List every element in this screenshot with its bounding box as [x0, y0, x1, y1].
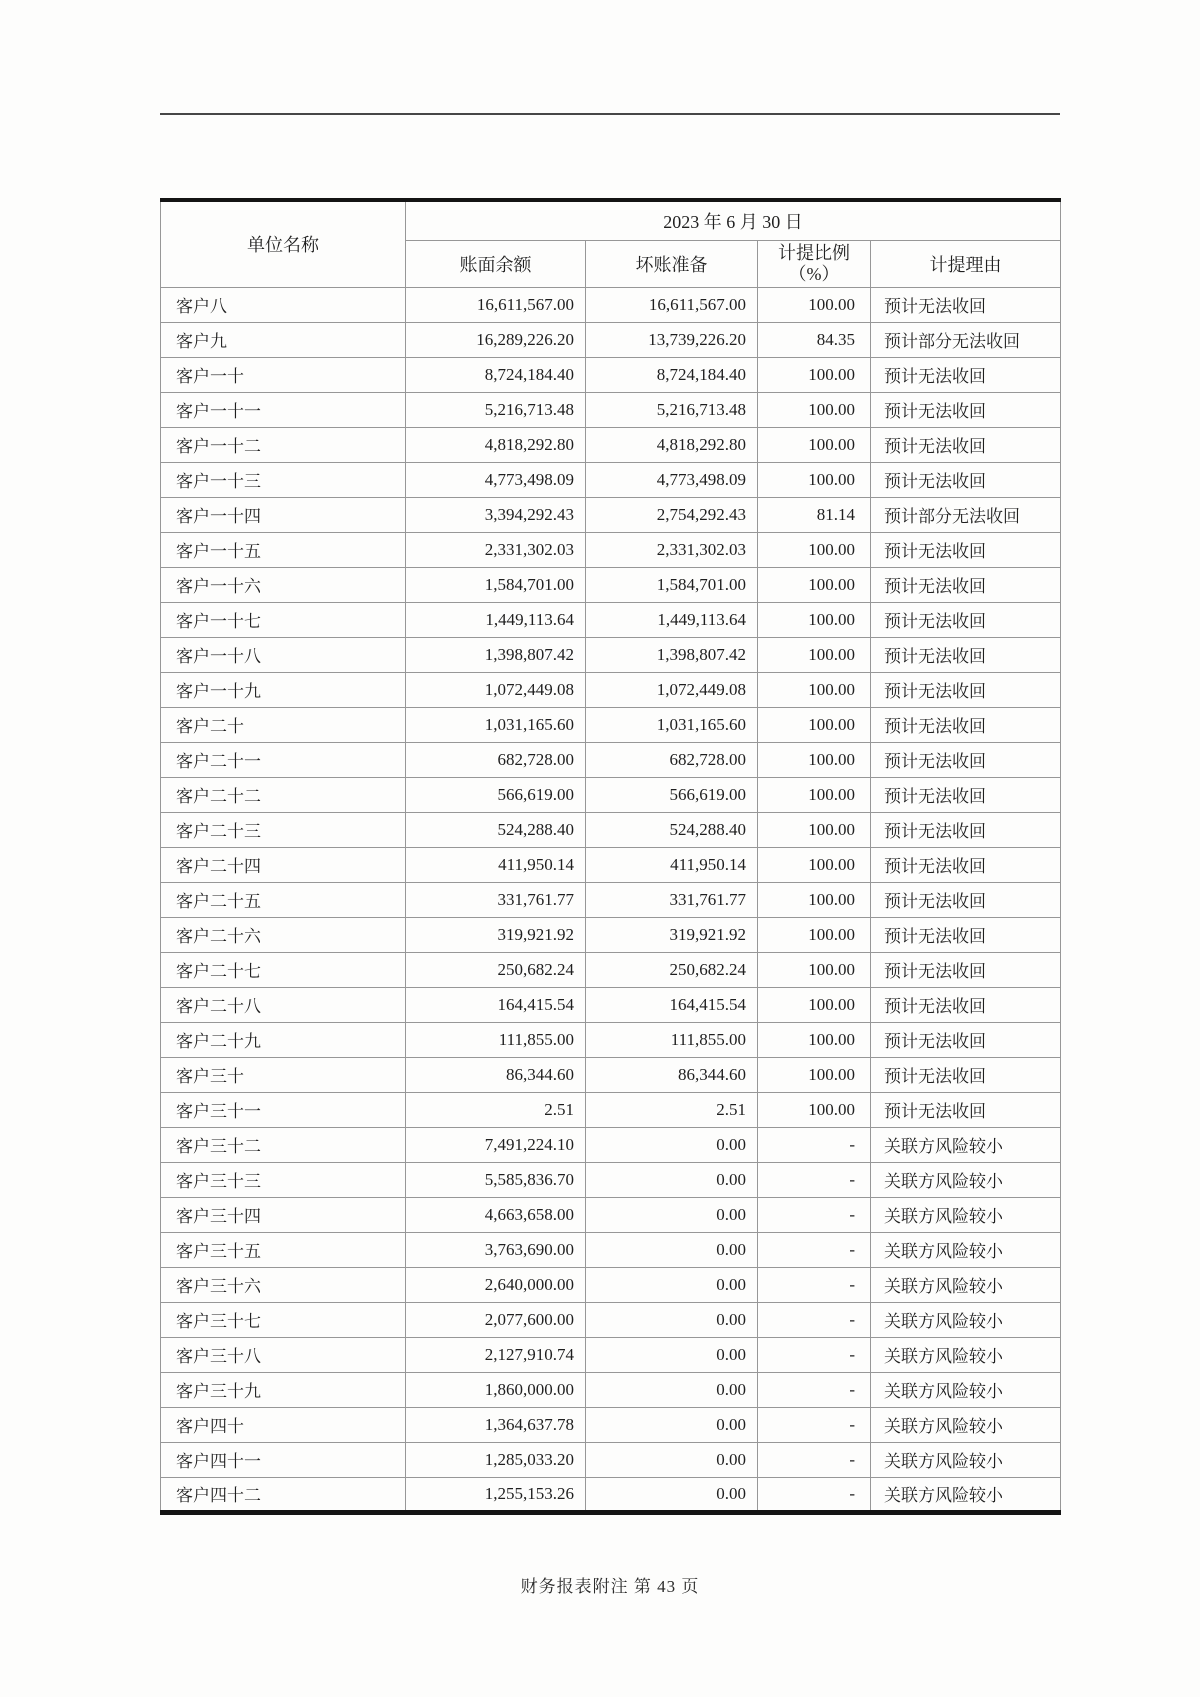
cell-book-balance: 2,127,910.74 [406, 1337, 586, 1372]
cell-bad-debt-provision: 331,761.77 [586, 882, 758, 917]
cell-bad-debt-provision: 16,611,567.00 [586, 287, 758, 322]
cell-book-balance: 1,255,153.26 [406, 1477, 586, 1512]
col-header-book-balance: 账面余额 [406, 240, 586, 287]
cell-unit-name: 客户三十一 [161, 1092, 406, 1127]
cell-book-balance: 3,394,292.43 [406, 497, 586, 532]
table-row [161, 1092, 1061, 1127]
cell-unit-name: 客户三十 [161, 1057, 406, 1092]
cell-bad-debt-provision: 566,619.00 [586, 777, 758, 812]
cell-unit-name: 客户三十七 [161, 1302, 406, 1337]
cell-book-balance: 2,640,000.00 [406, 1267, 586, 1302]
table-body [161, 287, 1061, 1512]
table-row [161, 357, 1061, 392]
cell-book-balance: 566,619.00 [406, 777, 586, 812]
cell-book-balance: 1,031,165.60 [406, 707, 586, 742]
cell-provision-ratio: 100.00 [758, 847, 871, 882]
cell-unit-name: 客户二十五 [161, 882, 406, 917]
cell-book-balance: 1,072,449.08 [406, 672, 586, 707]
cell-bad-debt-provision: 0.00 [586, 1337, 758, 1372]
cell-bad-debt-provision: 5,216,713.48 [586, 392, 758, 427]
cell-provision-ratio: 100.00 [758, 567, 871, 602]
cell-provision-ratio: 100.00 [758, 637, 871, 672]
cell-unit-name: 客户二十 [161, 707, 406, 742]
cell-unit-name: 客户一十九 [161, 672, 406, 707]
table-row [161, 672, 1061, 707]
cell-provision-ratio: 100.00 [758, 1022, 871, 1057]
table-row [161, 1232, 1061, 1267]
cell-unit-name: 客户四十 [161, 1407, 406, 1442]
table-row [161, 882, 1061, 917]
cell-unit-name: 客户四十一 [161, 1442, 406, 1477]
cell-provision-ratio: 100.00 [758, 602, 871, 637]
cell-provision-reason: 预计无法收回 [871, 1022, 1061, 1057]
cell-provision-reason: 预计无法收回 [871, 287, 1061, 322]
cell-provision-reason: 预计无法收回 [871, 637, 1061, 672]
cell-book-balance: 164,415.54 [406, 987, 586, 1022]
cell-provision-reason: 预计无法收回 [871, 882, 1061, 917]
header-row-date [161, 200, 1061, 240]
table-row [161, 1127, 1061, 1162]
cell-provision-reason: 预计无法收回 [871, 1057, 1061, 1092]
cell-book-balance: 1,449,113.64 [406, 602, 586, 637]
cell-bad-debt-provision: 1,398,807.42 [586, 637, 758, 672]
cell-provision-ratio: 84.35 [758, 322, 871, 357]
cell-unit-name: 客户二十四 [161, 847, 406, 882]
cell-bad-debt-provision: 1,449,113.64 [586, 602, 758, 637]
col-header-date: 2023 年 6 月 30 日 [406, 200, 1061, 240]
table-row [161, 322, 1061, 357]
cell-bad-debt-provision: 319,921.92 [586, 917, 758, 952]
table-row [161, 1477, 1061, 1512]
cell-bad-debt-provision: 0.00 [586, 1162, 758, 1197]
cell-provision-ratio: 100.00 [758, 707, 871, 742]
cell-provision-ratio: - [758, 1127, 871, 1162]
cell-book-balance: 1,285,033.20 [406, 1442, 586, 1477]
table-row [161, 1442, 1061, 1477]
cell-provision-reason: 预计部分无法收回 [871, 497, 1061, 532]
cell-provision-reason: 预计无法收回 [871, 812, 1061, 847]
cell-provision-ratio: - [758, 1407, 871, 1442]
table-row [161, 462, 1061, 497]
cell-provision-ratio: - [758, 1267, 871, 1302]
table-row [161, 602, 1061, 637]
provision-ratio-label-line2: （%） [788, 263, 840, 284]
cell-provision-ratio: 100.00 [758, 532, 871, 567]
cell-unit-name: 客户二十七 [161, 952, 406, 987]
cell-book-balance: 1,364,637.78 [406, 1407, 586, 1442]
cell-book-balance: 411,950.14 [406, 847, 586, 882]
cell-provision-reason: 关联方风险较小 [871, 1127, 1061, 1162]
cell-unit-name: 客户二十二 [161, 777, 406, 812]
cell-provision-reason: 预计无法收回 [871, 742, 1061, 777]
cell-provision-ratio: 100.00 [758, 777, 871, 812]
cell-unit-name: 客户二十一 [161, 742, 406, 777]
cell-provision-ratio: - [758, 1337, 871, 1372]
cell-unit-name: 客户一十六 [161, 567, 406, 602]
cell-bad-debt-provision: 250,682.24 [586, 952, 758, 987]
cell-bad-debt-provision: 0.00 [586, 1372, 758, 1407]
cell-unit-name: 客户二十八 [161, 987, 406, 1022]
cell-book-balance: 16,611,567.00 [406, 287, 586, 322]
cell-provision-ratio: 100.00 [758, 1057, 871, 1092]
cell-bad-debt-provision: 0.00 [586, 1197, 758, 1232]
cell-provision-reason: 预计无法收回 [871, 392, 1061, 427]
cell-book-balance: 8,724,184.40 [406, 357, 586, 392]
cell-provision-ratio: 100.00 [758, 462, 871, 497]
cell-unit-name: 客户四十二 [161, 1477, 406, 1512]
cell-book-balance: 1,584,701.00 [406, 567, 586, 602]
bad-debt-provision-table [160, 198, 1061, 1515]
cell-unit-name: 客户二十六 [161, 917, 406, 952]
cell-bad-debt-provision: 0.00 [586, 1302, 758, 1337]
cell-unit-name: 客户一十五 [161, 532, 406, 567]
cell-provision-reason: 预计无法收回 [871, 602, 1061, 637]
cell-provision-ratio: 100.00 [758, 742, 871, 777]
cell-unit-name: 客户一十七 [161, 602, 406, 637]
cell-provision-ratio: 100.00 [758, 427, 871, 462]
cell-unit-name: 客户一十二 [161, 427, 406, 462]
cell-book-balance: 16,289,226.20 [406, 322, 586, 357]
cell-provision-reason: 关联方风险较小 [871, 1337, 1061, 1372]
cell-book-balance: 5,216,713.48 [406, 392, 586, 427]
cell-book-balance: 1,398,807.42 [406, 637, 586, 672]
table-row [161, 777, 1061, 812]
cell-unit-name: 客户一十一 [161, 392, 406, 427]
cell-provision-ratio: 100.00 [758, 672, 871, 707]
cell-provision-reason: 预计无法收回 [871, 847, 1061, 882]
cell-provision-ratio: - [758, 1197, 871, 1232]
table-row [161, 497, 1061, 532]
cell-unit-name: 客户三十八 [161, 1337, 406, 1372]
cell-provision-ratio: 100.00 [758, 287, 871, 322]
table-row [161, 707, 1061, 742]
cell-provision-reason: 关联方风险较小 [871, 1267, 1061, 1302]
cell-book-balance: 7,491,224.10 [406, 1127, 586, 1162]
cell-book-balance: 2.51 [406, 1092, 586, 1127]
table-row [161, 287, 1061, 322]
cell-unit-name: 客户三十四 [161, 1197, 406, 1232]
col-header-provision-reason: 计提理由 [871, 240, 1061, 287]
cell-provision-reason: 关联方风险较小 [871, 1162, 1061, 1197]
cell-provision-reason: 预计无法收回 [871, 917, 1061, 952]
cell-provision-ratio: - [758, 1162, 871, 1197]
cell-unit-name: 客户一十 [161, 357, 406, 392]
cell-bad-debt-provision: 1,031,165.60 [586, 707, 758, 742]
cell-bad-debt-provision: 0.00 [586, 1232, 758, 1267]
cell-book-balance: 1,860,000.00 [406, 1372, 586, 1407]
cell-provision-ratio: 100.00 [758, 917, 871, 952]
cell-provision-ratio: - [758, 1442, 871, 1477]
cell-book-balance: 2,331,302.03 [406, 532, 586, 567]
table-row [161, 637, 1061, 672]
cell-unit-name: 客户三十三 [161, 1162, 406, 1197]
cell-unit-name: 客户九 [161, 322, 406, 357]
table-row [161, 1057, 1061, 1092]
table-row [161, 427, 1061, 462]
table-row [161, 1407, 1061, 1442]
cell-provision-reason: 预计无法收回 [871, 427, 1061, 462]
cell-provision-ratio: 81.14 [758, 497, 871, 532]
cell-provision-ratio: 100.00 [758, 1092, 871, 1127]
cell-bad-debt-provision: 0.00 [586, 1267, 758, 1302]
table-row [161, 1372, 1061, 1407]
cell-provision-ratio: 100.00 [758, 952, 871, 987]
cell-provision-reason: 预计部分无法收回 [871, 322, 1061, 357]
table-row [161, 917, 1061, 952]
cell-book-balance: 4,773,498.09 [406, 462, 586, 497]
table-header [161, 200, 1061, 287]
page-footer: 财务报表附注 第 43 页 [520, 1577, 700, 1596]
cell-provision-reason: 关联方风险较小 [871, 1477, 1061, 1512]
cell-bad-debt-provision: 411,950.14 [586, 847, 758, 882]
cell-unit-name: 客户三十九 [161, 1372, 406, 1407]
table-row [161, 532, 1061, 567]
cell-book-balance: 4,818,292.80 [406, 427, 586, 462]
cell-bad-debt-provision: 1,584,701.00 [586, 567, 758, 602]
cell-unit-name: 客户三十二 [161, 1127, 406, 1162]
cell-book-balance: 250,682.24 [406, 952, 586, 987]
cell-bad-debt-provision: 0.00 [586, 1407, 758, 1442]
cell-bad-debt-provision: 164,415.54 [586, 987, 758, 1022]
cell-provision-ratio: 100.00 [758, 812, 871, 847]
cell-book-balance: 682,728.00 [406, 742, 586, 777]
cell-bad-debt-provision: 2,331,302.03 [586, 532, 758, 567]
cell-unit-name: 客户二十九 [161, 1022, 406, 1057]
table-row [161, 1337, 1061, 1372]
cell-provision-reason: 预计无法收回 [871, 707, 1061, 742]
cell-provision-reason: 预计无法收回 [871, 952, 1061, 987]
cell-provision-reason: 关联方风险较小 [871, 1442, 1061, 1477]
cell-book-balance: 5,585,836.70 [406, 1162, 586, 1197]
cell-book-balance: 86,344.60 [406, 1057, 586, 1092]
cell-provision-ratio: 100.00 [758, 987, 871, 1022]
table-row [161, 847, 1061, 882]
cell-provision-ratio: - [758, 1232, 871, 1267]
cell-unit-name: 客户三十六 [161, 1267, 406, 1302]
cell-bad-debt-provision: 0.00 [586, 1442, 758, 1477]
col-header-bad-debt-provision: 坏账准备 [586, 240, 758, 287]
table-row [161, 1197, 1061, 1232]
cell-book-balance: 2,077,600.00 [406, 1302, 586, 1337]
cell-book-balance: 524,288.40 [406, 812, 586, 847]
cell-bad-debt-provision: 0.00 [586, 1127, 758, 1162]
cell-bad-debt-provision: 524,288.40 [586, 812, 758, 847]
cell-provision-reason: 关联方风险较小 [871, 1407, 1061, 1442]
cell-provision-reason: 关联方风险较小 [871, 1302, 1061, 1337]
table-row [161, 1302, 1061, 1337]
cell-book-balance: 331,761.77 [406, 882, 586, 917]
table-row [161, 952, 1061, 987]
table-row [161, 812, 1061, 847]
cell-book-balance: 111,855.00 [406, 1022, 586, 1057]
col-header-provision-ratio [758, 240, 871, 287]
cell-bad-debt-provision: 1,072,449.08 [586, 672, 758, 707]
table-row [161, 1162, 1061, 1197]
cell-bad-debt-provision: 2.51 [586, 1092, 758, 1127]
cell-book-balance: 3,763,690.00 [406, 1232, 586, 1267]
table-row [161, 567, 1061, 602]
cell-unit-name: 客户二十三 [161, 812, 406, 847]
cell-provision-ratio: 100.00 [758, 357, 871, 392]
cell-provision-ratio: - [758, 1372, 871, 1407]
cell-bad-debt-provision: 0.00 [586, 1477, 758, 1512]
cell-bad-debt-provision: 2,754,292.43 [586, 497, 758, 532]
cell-book-balance: 4,663,658.00 [406, 1197, 586, 1232]
cell-provision-reason: 预计无法收回 [871, 567, 1061, 602]
cell-provision-ratio: - [758, 1302, 871, 1337]
cell-provision-reason: 关联方风险较小 [871, 1232, 1061, 1267]
cell-bad-debt-provision: 682,728.00 [586, 742, 758, 777]
cell-provision-reason: 预计无法收回 [871, 462, 1061, 497]
cell-unit-name: 客户八 [161, 287, 406, 322]
cell-bad-debt-provision: 13,739,226.20 [586, 322, 758, 357]
table-row [161, 742, 1061, 777]
cell-unit-name: 客户三十五 [161, 1232, 406, 1267]
table-row [161, 1267, 1061, 1302]
cell-provision-ratio: - [758, 1477, 871, 1512]
cell-provision-reason: 预计无法收回 [871, 357, 1061, 392]
page-top-rule [160, 113, 1060, 115]
cell-unit-name: 客户一十三 [161, 462, 406, 497]
table-row [161, 392, 1061, 427]
cell-provision-ratio: 100.00 [758, 392, 871, 427]
cell-provision-reason: 预计无法收回 [871, 672, 1061, 707]
cell-bad-debt-provision: 111,855.00 [586, 1022, 758, 1057]
cell-provision-reason: 关联方风险较小 [871, 1197, 1061, 1232]
cell-unit-name: 客户一十八 [161, 637, 406, 672]
cell-bad-debt-provision: 86,344.60 [586, 1057, 758, 1092]
cell-provision-reason: 预计无法收回 [871, 532, 1061, 567]
cell-unit-name: 客户一十四 [161, 497, 406, 532]
table-row [161, 1022, 1061, 1057]
cell-bad-debt-provision: 4,773,498.09 [586, 462, 758, 497]
cell-provision-reason: 关联方风险较小 [871, 1372, 1061, 1407]
cell-book-balance: 319,921.92 [406, 917, 586, 952]
cell-provision-ratio: 100.00 [758, 882, 871, 917]
table-row [161, 987, 1061, 1022]
cell-provision-reason: 预计无法收回 [871, 777, 1061, 812]
cell-provision-reason: 预计无法收回 [871, 1092, 1061, 1127]
cell-provision-reason: 预计无法收回 [871, 987, 1061, 1022]
cell-bad-debt-provision: 4,818,292.80 [586, 427, 758, 462]
cell-bad-debt-provision: 8,724,184.40 [586, 357, 758, 392]
provision-ratio-label-line1: 计提比例 [778, 242, 850, 263]
col-header-unit-name: 单位名称 [161, 200, 406, 287]
